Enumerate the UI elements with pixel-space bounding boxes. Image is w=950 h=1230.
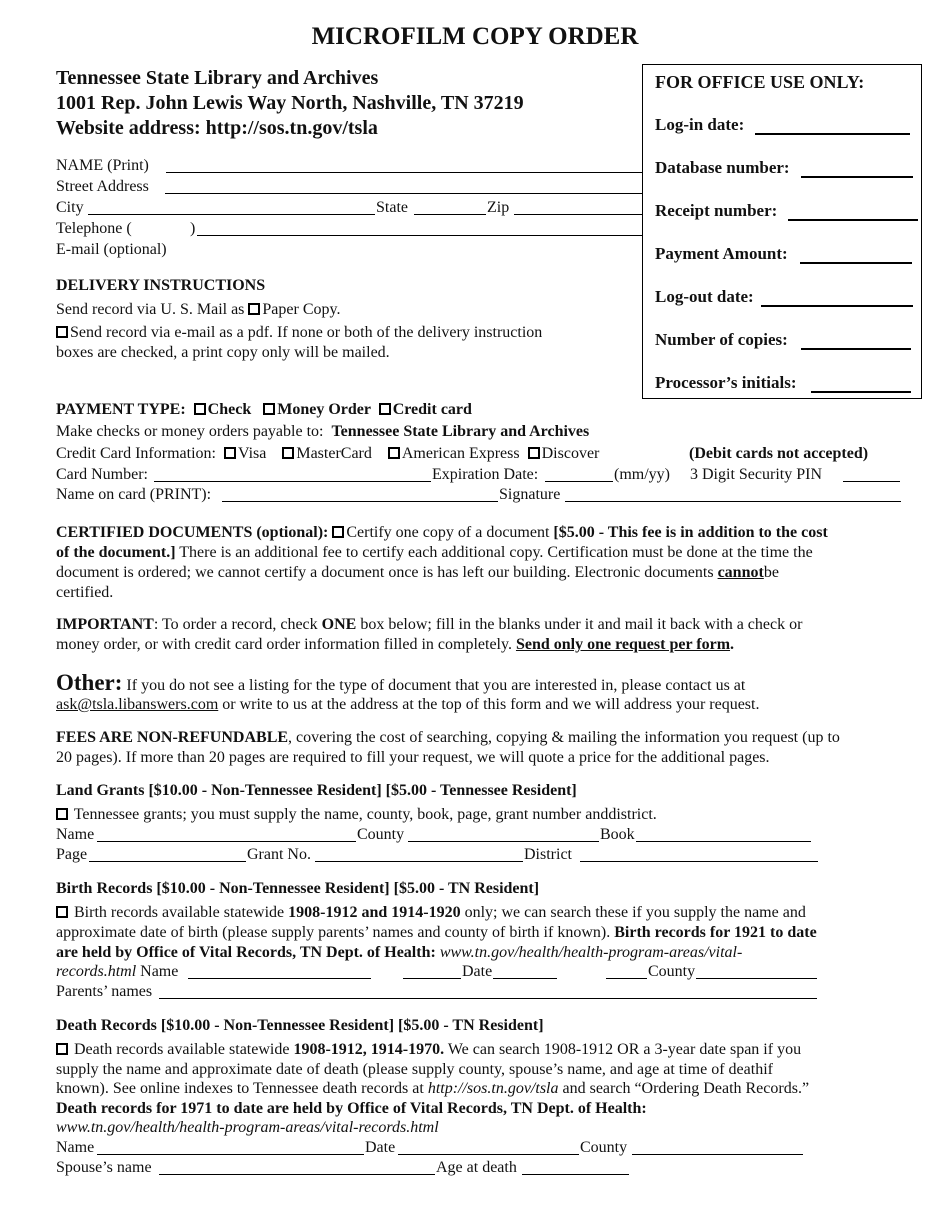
pin-label: 3 Digit Security PIN (690, 466, 822, 483)
payable-to: Tennessee State Library and Archives (331, 423, 590, 440)
paper-copy-checkbox[interactable] (248, 303, 260, 315)
processor-initials-field[interactable] (811, 391, 911, 393)
certified-row2 (56, 543, 813, 563)
visa-checkbox[interactable] (224, 447, 236, 459)
land-option-text: Tennessee grants; you must supply the name, county, book, page, grant number and (73, 806, 609, 823)
amex-label: American Express (401, 445, 520, 462)
receipt-number-label: Receipt number: (655, 201, 778, 220)
land-page-field[interactable] (89, 861, 246, 862)
death-t5: www.tn.gov/health/health-program-areas/vital-records.html (56, 1119, 439, 1136)
death-spouse-field[interactable] (159, 1174, 435, 1175)
telephone-field[interactable] (197, 235, 642, 236)
expiration-field[interactable] (545, 481, 613, 482)
death-name-field[interactable] (97, 1154, 364, 1155)
birth-t4a: records.html (56, 963, 137, 980)
cc-info-label: Credit Card Information: (56, 445, 216, 462)
email-label: E-mail (optional) (56, 241, 167, 258)
street-label: Street Address (56, 178, 149, 195)
land-option-row (56, 805, 657, 825)
page-title: MICROFILM COPY ORDER (311, 23, 639, 50)
expiration-label: Expiration Date: (432, 466, 539, 483)
office-title: FOR OFFICE USE ONLY: (655, 72, 865, 92)
death-date-field[interactable] (398, 1154, 579, 1155)
death-name-label: Name (56, 1139, 95, 1156)
login-date-label: Log-in date: (655, 115, 745, 134)
birth-t1a: Birth records available statewide (74, 904, 285, 921)
login-date-field[interactable] (755, 133, 910, 135)
birth-name-label: Name (140, 963, 179, 980)
land-book-field[interactable] (636, 841, 811, 842)
land-district-label: District (524, 846, 572, 863)
name-on-card-field[interactable] (222, 501, 498, 502)
birth-t2b: Birth records for 1921 to date (614, 924, 817, 941)
land-county-label: County (357, 826, 405, 843)
delivery-email-row (56, 323, 542, 343)
state-label: State (376, 199, 408, 216)
birth-records-checkbox[interactable] (56, 906, 68, 918)
birth-t3a: are held by Office of Vital Records, TN Dept. of Health: (56, 944, 436, 961)
land-book-label: Book (600, 826, 635, 843)
delivery-heading: DELIVERY INSTRUCTIONS (56, 277, 266, 294)
important-text2: box below; fill in the blanks under it and mail it back with a check or (360, 616, 803, 633)
death-spouse-label: Spouse’s name (56, 1159, 152, 1176)
land-name-field[interactable] (97, 841, 356, 842)
certify-text3: document is ordered; we cannot certify a document once is has left our building. Electronic documents (56, 564, 714, 581)
other-text2: or write to us at the address at the top of this form and we will address your request. (222, 696, 760, 713)
land-grant-no-label: Grant No. (247, 846, 311, 863)
database-number-field[interactable] (801, 176, 913, 178)
land-grant-no-field[interactable] (315, 861, 523, 862)
important-text3: money order, or with credit card order information filled in completely. (56, 636, 512, 653)
org-website: Website address: http://sos.tn.gov/tsla (56, 117, 378, 139)
office-use-box (642, 64, 922, 399)
payment-amount-field[interactable] (800, 262, 912, 264)
birth-row2 (56, 923, 817, 943)
amex-checkbox[interactable] (388, 447, 400, 459)
fees-text1: , covering the cost of searching, copying & mailing the information you request (up to (288, 729, 840, 746)
org-name: Tennessee State Library and Archives (56, 67, 379, 89)
receipt-number-field[interactable] (788, 219, 918, 221)
signature-label: Signature (499, 486, 561, 503)
certify-checkbox[interactable] (332, 526, 344, 538)
email-pdf-checkbox[interactable] (56, 326, 68, 338)
other-label: Other: (56, 670, 123, 695)
other-row2 (56, 695, 759, 715)
death-row1 (56, 1040, 801, 1060)
birth-parents-field[interactable] (159, 998, 817, 999)
delivery-mail-text: Send record via U. S. Mail as (56, 301, 245, 318)
birth-row3 (56, 943, 742, 963)
death-t1a: Death records available statewide (74, 1041, 290, 1058)
debit-note: (Debit cards not accepted) (689, 445, 869, 462)
pin-field[interactable] (843, 481, 900, 482)
delivery-email-note: boxes are checked, a print copy only will be mailed. (56, 344, 390, 361)
money-order-checkbox[interactable] (263, 403, 275, 415)
telephone-paren: ) (190, 220, 196, 237)
certify-cannot: cannot (717, 564, 764, 581)
land-heading: Land Grants [$10.00 - Non-Tennessee Resident] [$5.00 - Tennessee Resident] (56, 782, 577, 799)
telephone-label: Telephone ( (56, 220, 132, 237)
certified-row1 (56, 523, 828, 543)
credit-card-checkbox[interactable] (379, 403, 391, 415)
org-address: 1001 Rep. John Lewis Way North, Nashville, TN 37219 (56, 92, 524, 114)
discover-checkbox[interactable] (528, 447, 540, 459)
card-number-label: Card Number: (56, 466, 148, 483)
payment-type-heading: PAYMENT TYPE: (56, 401, 186, 418)
payment-type-row (56, 400, 472, 420)
credit-card-label: Credit card (392, 401, 472, 418)
death-t3c: and search “Ordering Death Records.” (562, 1080, 810, 1097)
mmyy-label: (mm/yy) (614, 466, 670, 483)
birth-t3b: www.tn.gov/health/health-program-areas/vital- (439, 944, 743, 961)
payment-amount-label: Payment Amount: (655, 244, 788, 263)
number-of-copies-field[interactable] (801, 348, 911, 350)
mastercard-label: MasterCard (296, 445, 372, 462)
fees-row1 (56, 728, 840, 748)
important-one: ONE (321, 616, 357, 633)
important-row1 (56, 615, 802, 635)
certify-text4: certified. (56, 584, 114, 601)
birth-t1b: 1908-1912 and 1914-1920 (288, 904, 461, 921)
visa-label: Visa (237, 445, 267, 462)
death-t3a: known). See online indexes to Tennessee death records at (56, 1080, 424, 1097)
birth-t2a: approximate date of birth (please supply parents’ names and county of birth if known). (56, 924, 611, 941)
death-t1c: We can search 1908-1912 OR a 3-year date span if you (447, 1041, 802, 1058)
birth-name-field[interactable] (188, 978, 371, 979)
death-row2 (56, 1060, 773, 1080)
death-county-field[interactable] (632, 1154, 803, 1155)
card-number-field[interactable] (154, 481, 431, 482)
land-district-field[interactable] (580, 861, 818, 862)
birth-row4 (56, 962, 178, 982)
delivery-email-text: Send record via e-mail as a pdf. If none or both of the delivery instruction (70, 324, 543, 341)
money-order-label: Money Order (277, 401, 371, 418)
certify-be: be (763, 564, 779, 581)
city-label: City (56, 199, 84, 216)
check-checkbox[interactable] (194, 403, 206, 415)
important-text1: : To order a record, check (153, 616, 318, 633)
land-page-label: Page (56, 846, 88, 863)
signature-field[interactable] (565, 501, 901, 502)
birth-heading: Birth Records [$10.00 - Non-Tennessee Resident] [$5.00 - TN Resident] (56, 880, 540, 897)
street-field[interactable] (165, 193, 642, 194)
certified-heading: CERTIFIED DOCUMENTS (optional): (56, 524, 329, 541)
important-period: . (730, 636, 735, 653)
important-label: IMPORTANT (56, 616, 154, 633)
city-field[interactable] (88, 214, 375, 215)
name-label: NAME (Print) (56, 157, 149, 174)
other-text1: If you do not see a listing for the type of document that you are interested in, please contact us at (126, 677, 746, 694)
certify-label: Certify one copy of a document (346, 524, 550, 541)
death-age-label: Age at death (436, 1159, 517, 1176)
death-t4: Death records for 1971 to date are held by Office of Vital Records, TN Dept. of Health: (56, 1100, 647, 1117)
fees-label: FEES ARE NON-REFUNDABLE (56, 729, 289, 746)
payable-text: Make checks or money orders payable to: (56, 423, 324, 440)
name-field[interactable] (166, 172, 642, 173)
birth-county-field[interactable] (606, 978, 817, 979)
payable-row (56, 422, 589, 442)
land-name-label: Name (56, 826, 95, 843)
land-option-end: district. (608, 806, 657, 823)
check-label: Check (207, 401, 252, 418)
important-row2 (56, 635, 734, 655)
death-date-label: Date (365, 1139, 396, 1156)
birth-parents-label: Parents’ names (56, 983, 153, 1000)
processor-initials-label: Processor’s initials: (655, 373, 797, 392)
discover-label: Discover (541, 445, 600, 462)
state-field[interactable] (414, 214, 486, 215)
zip-label: Zip (487, 199, 510, 216)
death-county-label: County (580, 1139, 628, 1156)
zip-field[interactable] (514, 214, 642, 215)
logout-date-label: Log-out date: (655, 287, 754, 306)
death-t2: supply the name and approximate date of death (please supply county, spouse’s name, and age at time of death (56, 1061, 764, 1078)
death-age-field[interactable] (522, 1174, 629, 1175)
death-t2end: if (763, 1061, 773, 1078)
certify-fee: [$5.00 - This fee is in addition to the cost (553, 524, 828, 541)
death-row3 (56, 1079, 809, 1099)
certified-row3 (56, 563, 779, 583)
number-of-copies-label: Number of copies: (655, 330, 788, 349)
certify-text2: There is an additional fee to certify each additional copy. Certification must be done at the time the (179, 544, 813, 561)
database-number-label: Database number: (655, 158, 790, 177)
mastercard-checkbox[interactable] (282, 447, 294, 459)
birth-date-label: Date (462, 963, 493, 980)
paper-copy-label: Paper Copy. (262, 301, 341, 318)
cc-info-row (56, 444, 599, 464)
send-only-one: Send only one request per form (515, 636, 731, 653)
birth-county-label: County (648, 963, 696, 980)
certify-fee-cont: of the document.] (56, 544, 176, 561)
delivery-mail-row (56, 300, 340, 320)
death-t1b: 1908-1912, 1914-1970. (293, 1041, 445, 1058)
death-t3b: http://sos.tn.gov/tsla (427, 1080, 559, 1097)
logout-date-field[interactable] (761, 305, 913, 307)
name-on-card-label: Name on card (PRINT): (56, 486, 212, 503)
other-email-link[interactable]: ask@tsla.libanswers.com (56, 696, 219, 713)
land-county-field[interactable] (408, 841, 599, 842)
death-records-checkbox[interactable] (56, 1043, 68, 1055)
birth-row1 (56, 903, 806, 923)
fees-text2: 20 pages). If more than 20 pages are required to fill your request, we will quote a price for the additional pages. (56, 749, 770, 766)
land-grants-checkbox[interactable] (56, 808, 68, 820)
birth-t1c: only; we can search these if you supply the name and (464, 904, 806, 921)
death-heading: Death Records [$10.00 - Non-Tennessee Resident] [$5.00 - TN Resident] (56, 1017, 544, 1034)
